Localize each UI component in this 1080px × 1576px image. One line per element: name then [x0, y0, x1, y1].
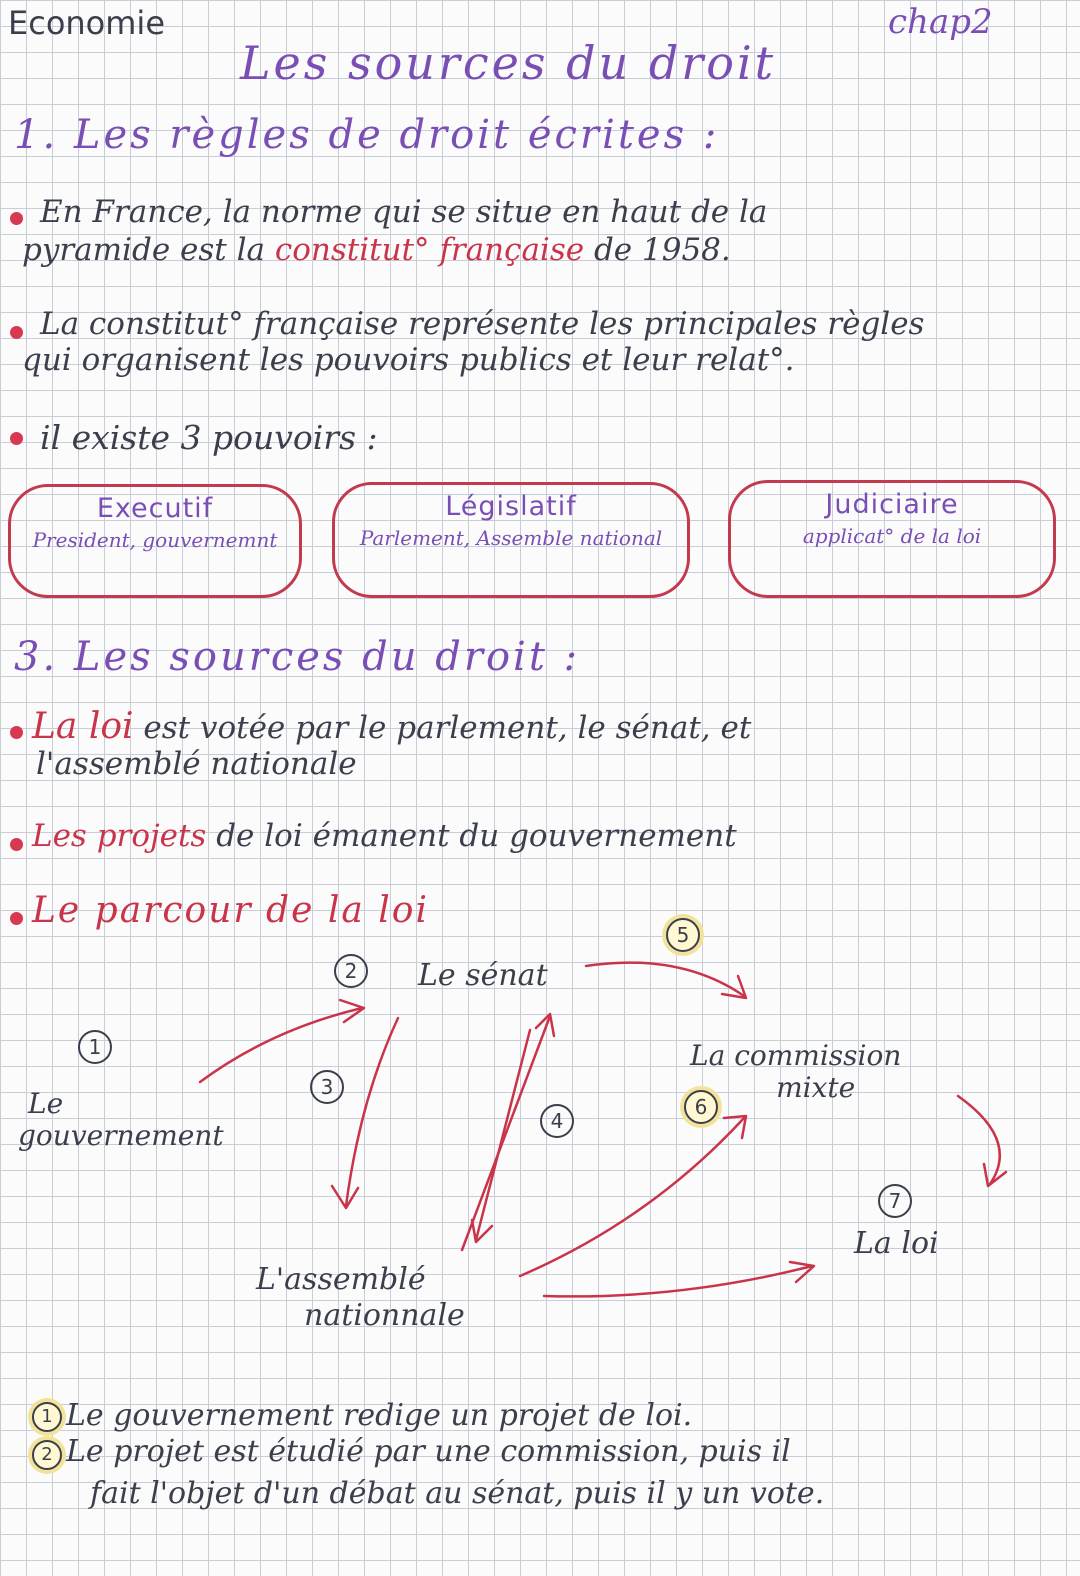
section1-heading: 1. Les règles de droit écrites :: [14, 112, 720, 158]
step-number: 7: [878, 1184, 912, 1218]
power-description: Parlement, Assemble national: [359, 526, 663, 550]
section3-heading: 3. Les sources du droit :: [14, 634, 581, 680]
highlight-text: constitut° française: [274, 232, 585, 268]
power-description: applicat° de la loi: [802, 524, 982, 548]
step-number: 6: [684, 1090, 718, 1124]
arrow-commission-to-loi: [958, 1096, 1000, 1184]
node-label: mixte: [776, 1071, 856, 1104]
power-title: Législatif: [445, 491, 577, 522]
step-number: 4: [540, 1104, 574, 1138]
page-title: Les sources du droit: [240, 36, 777, 90]
arrow-assemblee-to-loi: [544, 1266, 812, 1296]
arrow-head: [472, 1220, 492, 1242]
step-number: 3: [310, 1070, 344, 1104]
text-span: est votée par le parlement, le sénat, et: [133, 710, 752, 746]
paragraph-line: Le parcour de la loi: [32, 890, 429, 931]
step-number: 2: [334, 954, 368, 988]
node-label: L'assemblé: [256, 1262, 426, 1297]
paragraph-line: l'assemblé nationale: [36, 746, 357, 782]
arrow-senat-to-assemblee-2: [476, 1030, 530, 1240]
highlight-text: Les projets: [32, 818, 207, 854]
paragraph-line: La constitut° française représente les principales règles: [40, 306, 925, 342]
note-number: 1: [32, 1402, 62, 1432]
paragraph-line: il existe 3 pouvoirs :: [40, 418, 378, 457]
node-label: gouvernement: [18, 1119, 224, 1152]
node-assemblee: [256, 1262, 465, 1334]
text-span: pyramide est la: [22, 232, 275, 268]
paragraph-line: En France, la norme qui se situe en haut de la: [40, 194, 768, 230]
arrow-assemblee-to-commission: [520, 1118, 744, 1276]
highlight-text: La loi: [32, 706, 134, 747]
text-span: de loi émanent du gouvernement: [206, 818, 737, 854]
note-line: Le projet est étudié par une commission, puis il: [66, 1434, 791, 1469]
chapter-label: chap2: [888, 2, 993, 42]
text-span: de 1958.: [584, 232, 731, 268]
node-senat: Le sénat: [418, 958, 548, 993]
step-number: 1: [78, 1030, 112, 1064]
note-number: 2: [32, 1440, 62, 1470]
paragraph-line: qui organisent les pouvoirs publics et leur relat°.: [22, 342, 795, 378]
node-commission: [690, 1040, 901, 1104]
note-line: Le gouvernement redige un projet de loi.: [66, 1398, 693, 1433]
arrow-assemblee-to-senat: [462, 1016, 550, 1250]
arrow-gov-to-senat: [200, 1008, 362, 1082]
arrow-senat-to-assemblee: [346, 1018, 398, 1206]
arrow-senat-to-commission: [586, 963, 744, 996]
node-label: nationnale: [304, 1298, 465, 1333]
power-title: Judiciaire: [825, 489, 959, 520]
step-number: 5: [666, 918, 700, 952]
subject-label: Economie: [8, 4, 165, 42]
node-gouvernement: [18, 1088, 224, 1152]
note-line: fait l'objet d'un débat au sénat, puis il y un vote.: [90, 1476, 825, 1511]
node-loi: La loi: [854, 1226, 939, 1261]
arrow-head: [332, 1186, 358, 1208]
node-label: Le: [28, 1087, 64, 1120]
arrow-head: [790, 1262, 814, 1282]
node-label: La commission: [690, 1039, 902, 1072]
power-description: President, gouvernemnt: [32, 528, 278, 552]
power-title: Executif: [96, 493, 214, 524]
